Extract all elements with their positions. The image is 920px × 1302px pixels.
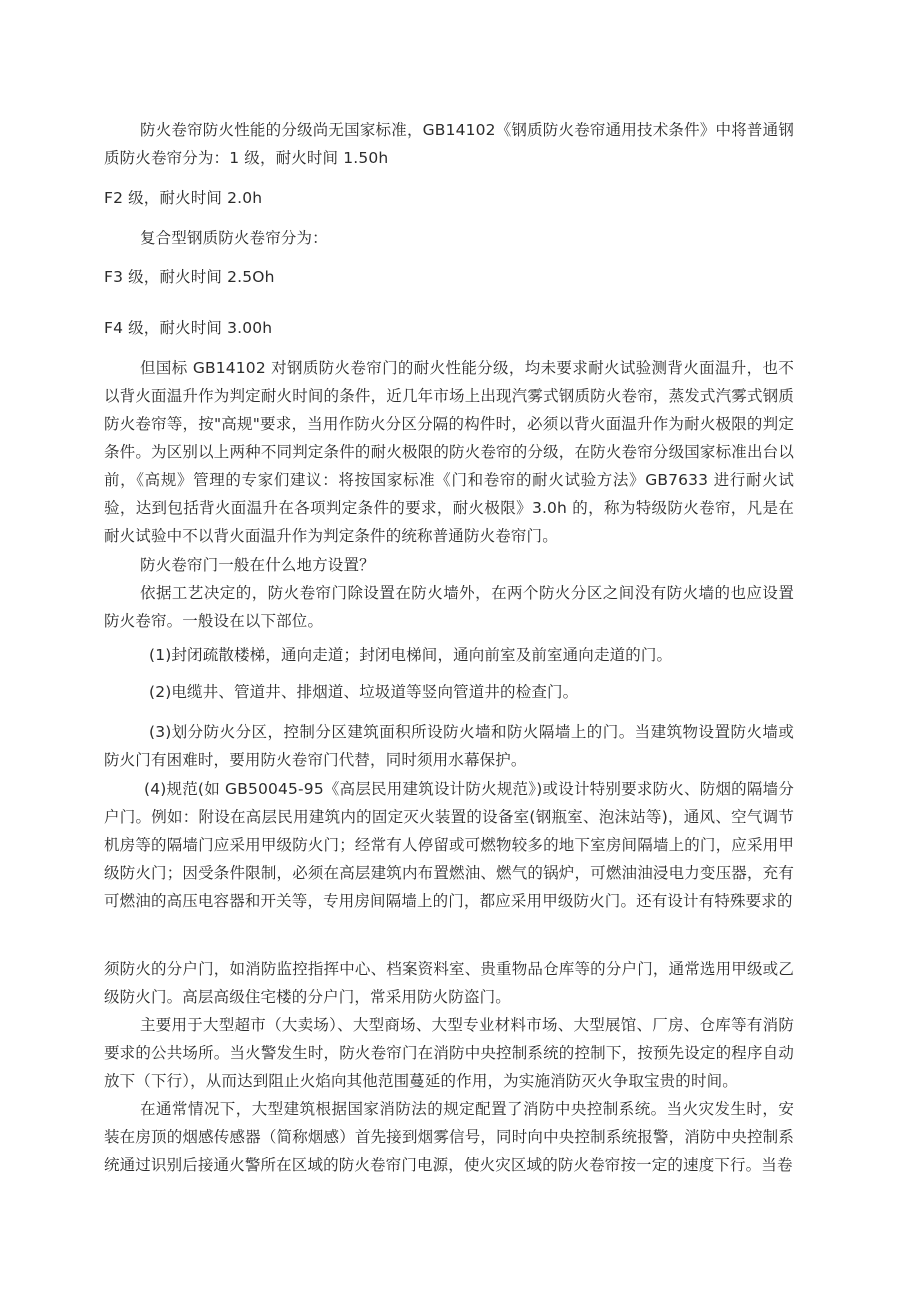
paragraph-control-system: 在通常情况下，大型建筑根据国家消防法的规定配置了消防中央控制系统。当火灾发生时，安装在房顶的烟感传感器（简称烟感）首先接到烟雾信号，同时向中央控制系统报警，消防中央控制系统通过识别后接通火警所在区域的防火卷帘门电源，使火灾区域的防火卷帘按一定的速度下行。当卷 — [104, 1100, 794, 1174]
paragraph-location-3: (3)划分防火分区，控制分区建筑面积所设防火墙和防火隔墙上的门。当建筑物设置防火墙或防火门有困难时，要用防火卷帘门代替，同时须用水幕保护。 — [104, 723, 794, 769]
paragraph-household-doors: 须防火的分户门，如消防监控指挥中心、档案资料室、贵重物品仓库等的分户门，通常选用甲级或乙级防火门。高层高级住宅楼的分户门，常采用防火防盗门。 — [104, 960, 794, 1006]
paragraph-f3-grade: F3 级，耐火时间 2.5Oh — [104, 268, 275, 286]
paragraph-location-4: (4)规范(如 GB50045-95《高层民用建筑设计防火规范》)或设计特别要求防火、防烟的隔墙分户门。例如：附设在高层民用建筑内的固定灭火装置的设备室(钢瓶室、泡沫站等)，通风、空气调节机房等的隔墙门应采用甲级防火门；经常有人停留或可燃物较多的地下室房间隔墙上的门，应采用甲级防火门；因受条件限制，必须在高层建筑内布置燃油、燃气的锅炉，可燃油油浸电力变压器，充有可燃油的高压电容器和开关等，专用房间隔墙上的门，都应采用甲级防火门。还有设计有特殊要求的 — [104, 780, 794, 910]
paragraph-locations-intro: 依据工艺决定的，防火卷帘门除设置在防火墙外，在两个防火分区之间没有防火墙的也应设置防火卷帘。一般设在以下部位。 — [104, 584, 794, 630]
paragraph-location-2: (2)电缆井、管道井、排烟道、垃圾道等竖向管道井的检查门。 — [149, 683, 579, 701]
paragraph-usage: 主要用于大型超市（大卖场）、大型商场、大型专业材料市场、大型展馆、厂房、仓库等有消防要求的公共场所。当火警发生时，防火卷帘门在消防中央控制系统的控制下，按预先设定的程序自动放下（下行），从而达到阻止火焰向其他范围蔓延的作用，为实施消防灭火争取宝贵的时间。 — [104, 1016, 794, 1090]
paragraph-question: 防火卷帘门一般在什么地方设置？ — [140, 556, 375, 574]
paragraph-national-standard: 但国标 GB14102 对钢质防火卷帘门的耐火性能分级，均未要求耐火试验测背火面温升，也不以背火面温升作为判定耐火时间的条件，近几年市场上出现汽雾式钢质防火卷帘，蒸发式汽雾式钢质防火卷帘等，按"高规"要求，当用作防火分区分隔的构件时，必须以背火面温升作为耐火极限的判定条件。为区别以上两种不同判定条件的耐火极限的防火卷帘的分级，在防火卷帘分级国家标准出台以前，《高规》管理的专家们建议：将按国家标准《门和卷帘的耐火试验方法》GB7633 进行耐火试验，达到包括背火面温升在各项判定条件的要求，耐火极限》3.0h 的，称为特级防火卷帘，凡是在耐火试验中不以背火面温升作为判定条件的统称普通防火卷帘门。 — [104, 359, 794, 545]
paragraph-f2-grade: F2 级，耐火时间 2.0h — [104, 189, 263, 207]
paragraph-composite-intro: 复合型钢质防火卷帘分为： — [140, 229, 328, 247]
paragraph-classification-intro: 防火卷帘防火性能的分级尚无国家标准，GB14102《钢质防火卷帘通用技术条件》中将普通钢质防火卷帘分为：1 级，耐火时间 1.50h — [104, 121, 794, 167]
paragraph-location-1: (1)封闭疏散楼梯，通向走道；封闭电梯间，通向前室及前室通向走道的门。 — [149, 646, 673, 664]
paragraph-f4-grade: F4 级，耐火时间 3.00h — [104, 319, 273, 337]
